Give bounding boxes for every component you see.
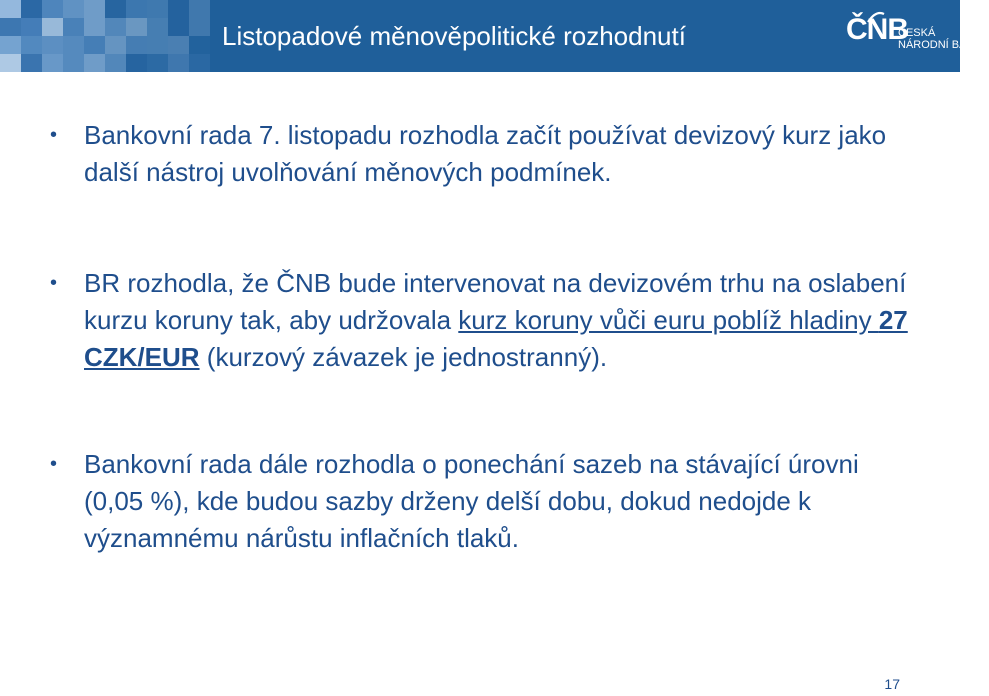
logo-text-line2: NÁRODNÍ BANKA <box>898 39 989 51</box>
bullet-2-underlined-phrase: kurz koruny vůči euru poblíž hladiny <box>458 305 879 335</box>
bullet-marker: • <box>50 272 58 294</box>
slide-title: Listopadové měnověpolitické rozhodnutí <box>222 21 686 51</box>
page-number: 17 <box>884 676 900 692</box>
bullet-marker: • <box>50 124 58 146</box>
bullet-text-1: Bankovní rada 7. listopadu rozhodla začít používat devizový kurz jako další nástroj uvolňování měnových podmínek. <box>84 120 887 187</box>
logo-mark: ČNB <box>846 13 908 46</box>
exchange-rate-level: 27 CZK/EUR <box>84 305 908 372</box>
bullet-item-2 <box>50 265 910 376</box>
logo-text-line1: ČESKÁ <box>898 27 936 39</box>
bullet-text-2 <box>84 265 910 376</box>
bullet-item-1 <box>50 117 910 191</box>
bullet-marker: • <box>50 453 58 475</box>
bullet-2-part-4: (kurzový závazek je jednostranný). <box>199 342 608 372</box>
bullet-2-part-1: BR rozhodla, že ČNB bude intervenovat na devizovém trhu na oslabení kurzu koruny tak, aby udržovala <box>84 268 907 335</box>
bullet-item-3 <box>50 446 910 557</box>
bullet-text-3: Bankovní rada dále rozhodla o ponechání sazeb na stávající úrovni (0,05 %), kde budou sazby drženy delší dobu, dokud nedojde k významnému nárůstu inflačních tlaků. <box>84 449 859 553</box>
